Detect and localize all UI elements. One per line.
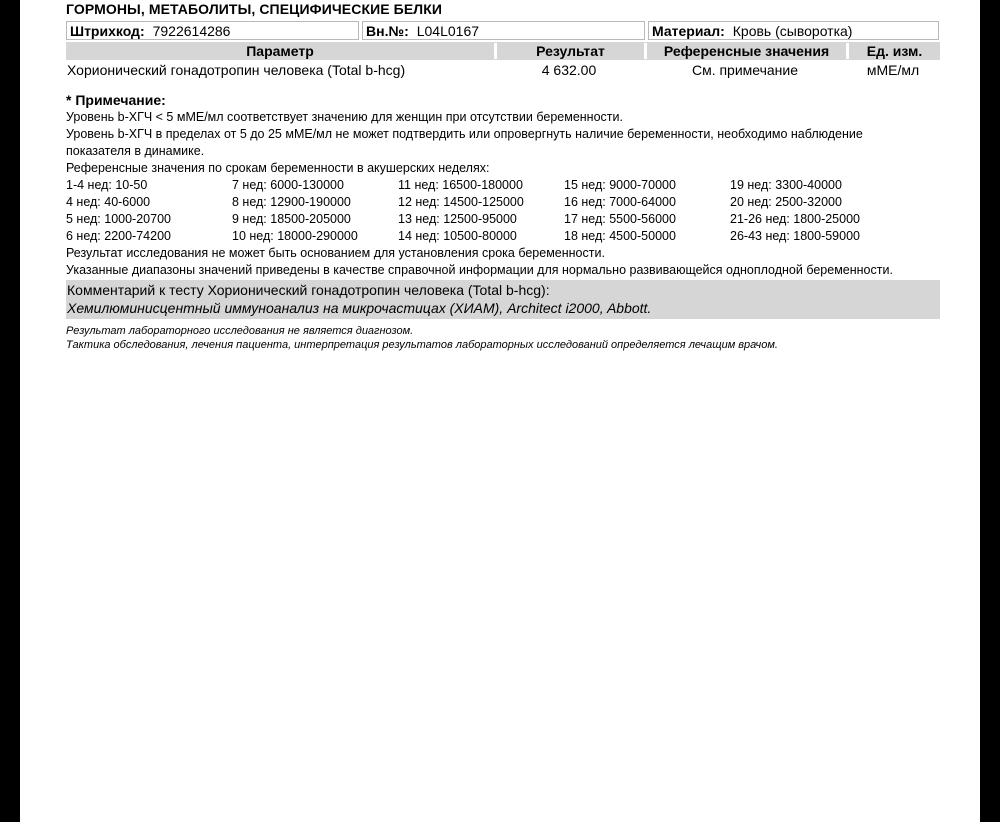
range-item: 8 нед: 12900-190000 [232, 195, 351, 209]
reference-ranges-grid [66, 177, 940, 245]
test-comment-box [66, 280, 940, 319]
range-item: 21-26 нед: 1800-25000 [730, 212, 860, 226]
internal-number-cell [362, 21, 645, 40]
material-label: Материал: [652, 22, 725, 39]
range-item: 20 нед: 2500-32000 [730, 195, 842, 209]
header-parameter: Параметр [246, 43, 314, 59]
row-unit: мМЕ/мл [866, 62, 920, 78]
range-item: 26-43 нед: 1800-59000 [730, 229, 860, 243]
barcode-cell [66, 21, 359, 40]
note-line: Указанные диапазоны значений приведены в качестве справочной информации для нормально развивающейся одноплодной беременности. [66, 263, 893, 277]
range-item: 4 нед: 40-6000 [66, 195, 151, 209]
header-result: Результат [494, 43, 644, 59]
range-item: 1-4 нед: 10-50 [66, 178, 148, 192]
range-item: 19 нед: 3300-40000 [730, 178, 842, 192]
note-line: Уровень b-ХГЧ в пределах от 5 до 25 мМЕ/мл не может подтвердить или опровергнуть наличие беременности, необходимо наблюдение [66, 127, 863, 141]
range-item: 13 нед: 12500-95000 [398, 212, 517, 226]
range-item: 9 нед: 18500-205000 [232, 212, 351, 226]
barcode-label: Штрихкод: [70, 22, 145, 39]
row-parameter: Хорионический гонадотропин человека (Total b-hcg) [67, 62, 406, 78]
material-cell [648, 21, 939, 40]
note-line: показателя в динамике. [66, 144, 205, 158]
disclaimer [66, 324, 940, 352]
range-item: 16 нед: 7000-64000 [564, 195, 676, 209]
note-title: * Примечание: [66, 92, 166, 108]
document-page [20, 0, 980, 822]
section-title: ГОРМОНЫ, МЕТАБОЛИТЫ, СПЕЦИФИЧЕСКИЕ БЕЛКИ [66, 1, 443, 17]
range-item: 14 нед: 10500-80000 [398, 229, 517, 243]
row-reference: См. примечание [691, 62, 799, 78]
range-item: 17 нед: 5500-56000 [564, 212, 676, 226]
report-content [66, 0, 940, 352]
range-item: 10 нед: 18000-290000 [232, 229, 358, 243]
row-result: 4 632.00 [541, 62, 597, 78]
note-line: Уровень b-ХГЧ < 5 мМЕ/мл соответствует значению для женщин при отсутствии беременности. [66, 110, 623, 124]
table-row [66, 61, 940, 79]
comment-heading: Комментарий к тесту Хорионический гонадотропин человека (Total b-hcg): [67, 282, 550, 298]
range-item: 15 нед: 9000-70000 [564, 178, 676, 192]
id-row [66, 21, 940, 40]
results-table-header [66, 42, 940, 60]
barcode-value: 7922614286 [152, 22, 231, 39]
disclaimer-line: Результат лабораторного исследования не является диагнозом. [66, 325, 414, 337]
range-item: 18 нед: 4500-50000 [564, 229, 676, 243]
header-unit: Ед. изм. [846, 43, 940, 59]
range-item: 6 нед: 2200-74200 [66, 229, 171, 243]
header-reference: Референсные значения [644, 43, 846, 59]
range-item: 5 нед: 1000-20700 [66, 212, 171, 226]
comment-method: Хемилюминисцентный иммуноанализ на микрочастицах (ХИАМ), Architect i2000, Abbott. [67, 300, 652, 316]
disclaimer-line: Тактика обследования, лечения пациента, интерпретация результатов лабораторных исследований определяется лечащим врачом. [66, 339, 778, 351]
range-item: 12 нед: 14500-125000 [398, 195, 524, 209]
range-item: 11 нед: 16500-180000 [398, 178, 523, 192]
range-item: 7 нед: 6000-130000 [232, 178, 344, 192]
note-line: Референсные значения по срокам беременности в акушерских неделях: [66, 161, 490, 175]
note-line: Результат исследования не может быть основанием для установления срока беременности. [66, 246, 605, 260]
internal-number-value: L04L0167 [416, 22, 480, 39]
material-value: Кровь (сыворотка) [732, 22, 853, 39]
internal-number-label: Вн.№: [366, 22, 409, 39]
